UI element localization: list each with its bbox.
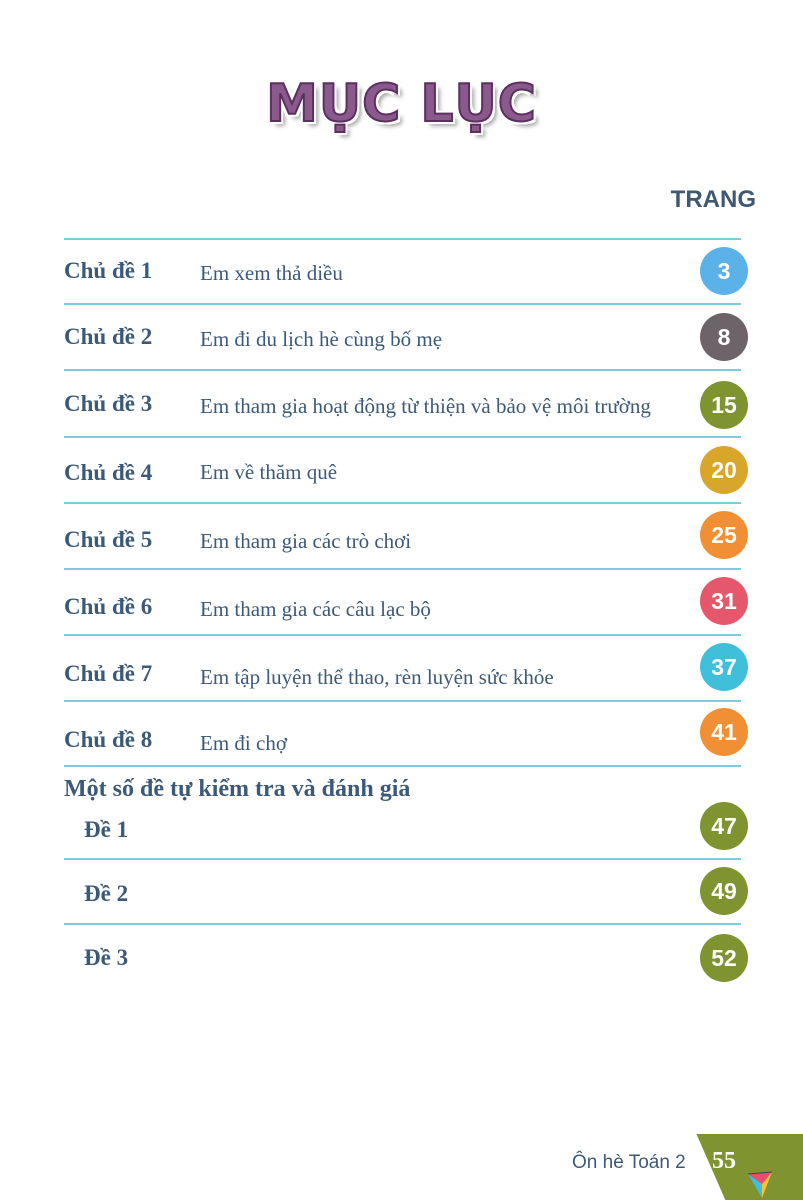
chapter-label: Chủ đề 7 <box>64 661 153 686</box>
chapter-label: Chủ đề 8 <box>64 727 153 752</box>
page-number-badge: 47 <box>700 802 748 850</box>
page-number-badge: 52 <box>700 934 748 982</box>
page-number-badge: 49 <box>700 867 748 915</box>
test-label: Đề 3 <box>84 945 129 970</box>
divider <box>64 858 741 860</box>
divider <box>64 436 741 438</box>
divider <box>64 238 741 240</box>
page-number-badge: 3 <box>700 247 748 295</box>
chapter-title: Em tập luyện thể thao, rèn luyện sức khỏe <box>200 665 554 689</box>
tests-section-title: Một số đề tự kiểm tra và đánh giá <box>64 776 411 802</box>
test-label: Đề 2 <box>84 881 129 906</box>
chapter-title: Em đi chợ <box>200 731 287 755</box>
chapter-label: Chủ đề 6 <box>64 594 153 619</box>
chapter-label: Chủ đề 2 <box>64 324 153 349</box>
page-number-badge: 15 <box>700 381 748 429</box>
book-title-footer: Ôn hè Toán 2 <box>572 1152 686 1173</box>
divider <box>64 303 741 305</box>
divider <box>64 634 741 636</box>
page-column-header: TRANG <box>670 186 756 213</box>
chapter-title: Em xem thả diều <box>200 261 343 285</box>
kite-icon <box>742 1170 782 1200</box>
page-number-badge: 25 <box>700 511 748 559</box>
chapter-title: Em tham gia các câu lạc bộ <box>200 597 431 621</box>
divider <box>64 700 741 702</box>
divider <box>64 369 741 371</box>
chapter-label: Chủ đề 3 <box>64 391 153 416</box>
chapter-label: Chủ đề 1 <box>64 258 153 283</box>
page-title: MỤC LỤC <box>266 74 537 134</box>
chapter-title: Em đi du lịch hè cùng bố mẹ <box>200 327 443 351</box>
divider <box>64 568 741 570</box>
divider <box>64 765 741 767</box>
chapter-label: Chủ đề 4 <box>64 460 153 485</box>
page-number-badge: 37 <box>700 643 748 691</box>
divider <box>64 502 741 504</box>
page-number: 55 <box>712 1148 736 1174</box>
chapter-title: Em về thăm quê <box>200 460 338 484</box>
chapter-label: Chủ đề 5 <box>64 527 153 552</box>
chapter-title: Em tham gia hoạt động từ thiện và bảo vệ môi trường <box>200 394 651 418</box>
page-number-badge: 8 <box>700 313 748 361</box>
page-number-badge: 31 <box>700 577 748 625</box>
test-label: Đề 1 <box>84 817 129 842</box>
page-number-badge: 41 <box>700 708 748 756</box>
chapter-title: Em tham gia các trò chơi <box>200 529 412 553</box>
page-number-badge: 20 <box>700 446 748 494</box>
divider <box>64 923 741 925</box>
